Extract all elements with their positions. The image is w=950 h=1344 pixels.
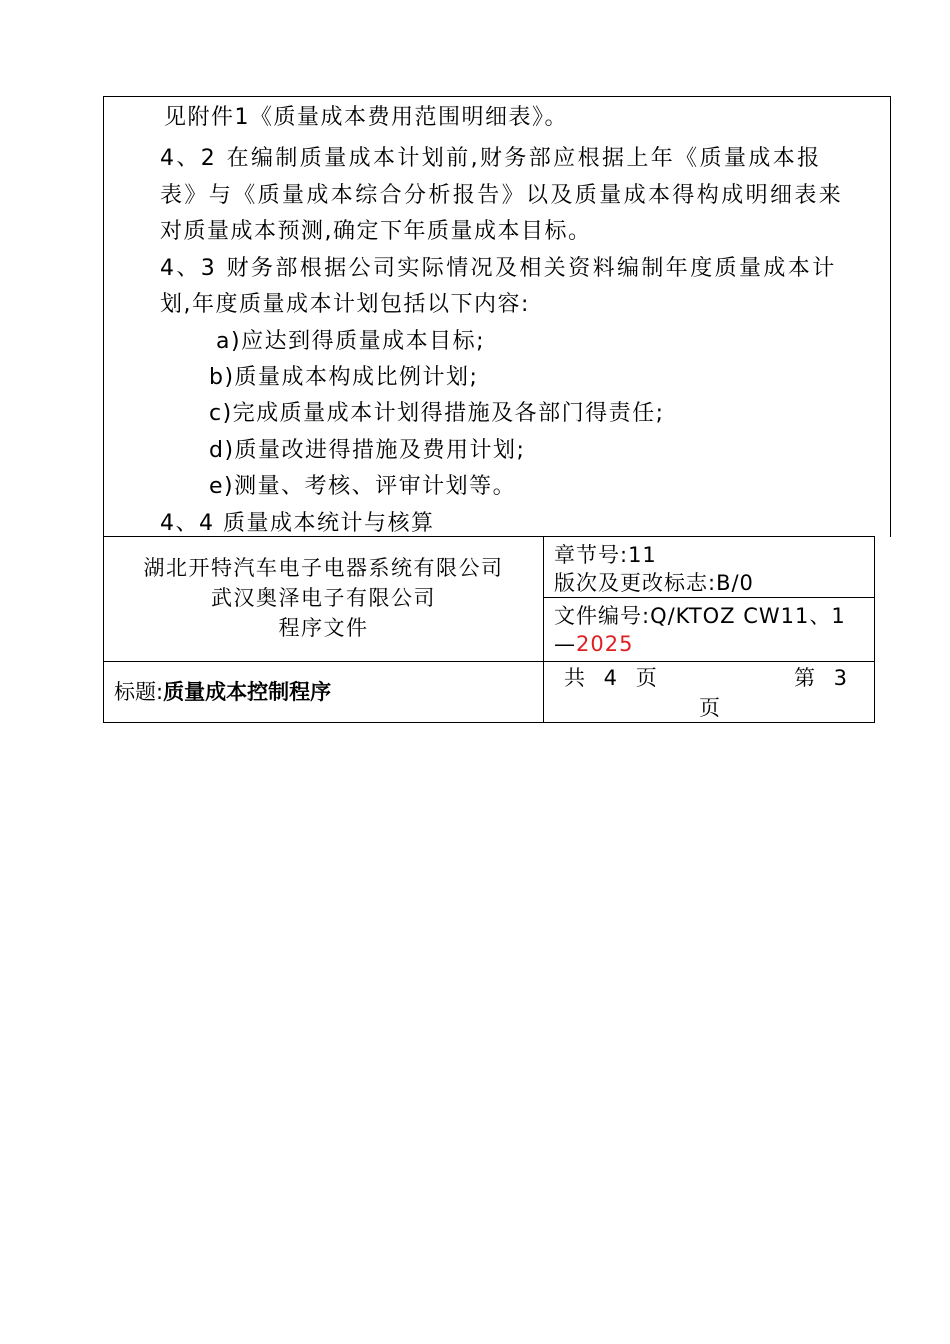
title-label: 标题: — [114, 680, 164, 704]
file-number: 文件编号:Q/KTOZ CW11、1 — [554, 604, 846, 628]
body-line-1: 见附件1《质量成本费用范围明细表》。 — [164, 105, 568, 130]
section-heading-4-4: 4、4 质量成本统计与核算 — [160, 511, 435, 536]
current-page: 第 3 — [794, 666, 854, 690]
chapter-revision-cell — [544, 537, 875, 598]
title-cell — [104, 662, 544, 723]
body-line-5: 4、3 财务部根据公司实际情况及相关资料编制年度质量成本计 — [160, 256, 837, 281]
revision-mark: 版次及更改标志:B/0 — [554, 571, 754, 595]
body-line-3: 表》与《质量成本综合分析报告》以及质量成本得构成明细表来 — [160, 183, 844, 208]
body-line-2: 4、2 在编制质量成本计划前,财务部应根据上年《质量成本报 — [160, 146, 822, 171]
body-line-4: 对质量成本预测,确定下年质量成本目标。 — [160, 219, 592, 244]
list-item-b: b)质量成本构成比例计划; — [209, 365, 479, 390]
chapter-number: 章节号:11 — [554, 543, 657, 567]
document-body — [103, 96, 891, 537]
list-item-e: e)测量、考核、评审计划等。 — [209, 474, 517, 499]
page-count-cell — [544, 662, 875, 723]
total-pages: 共 4 页 — [564, 666, 663, 690]
page-suffix: 页 — [699, 696, 726, 720]
company-name: 湖北开特汽车电子电器系统有限公司 — [143, 556, 504, 580]
document-type: 程序文件 — [278, 616, 369, 640]
document-title: 质量成本控制程序 — [163, 680, 332, 704]
list-item-d: d)质量改进得措施及费用计划; — [209, 438, 526, 463]
file-number-dash: — — [554, 632, 576, 656]
list-item-c: c)完成质量成本计划得措施及各部门得责任; — [209, 401, 665, 426]
file-number-cell — [544, 598, 875, 662]
body-line-6: 划,年度质量成本计划包括以下内容: — [160, 292, 530, 317]
subsidiary-name: 武汉奥泽电子有限公司 — [211, 586, 436, 610]
file-number-year: 2025 — [576, 632, 634, 656]
document-footer-table — [103, 536, 875, 723]
company-cell — [104, 537, 544, 662]
list-item-a: a)应达到得质量成本目标; — [216, 329, 485, 354]
